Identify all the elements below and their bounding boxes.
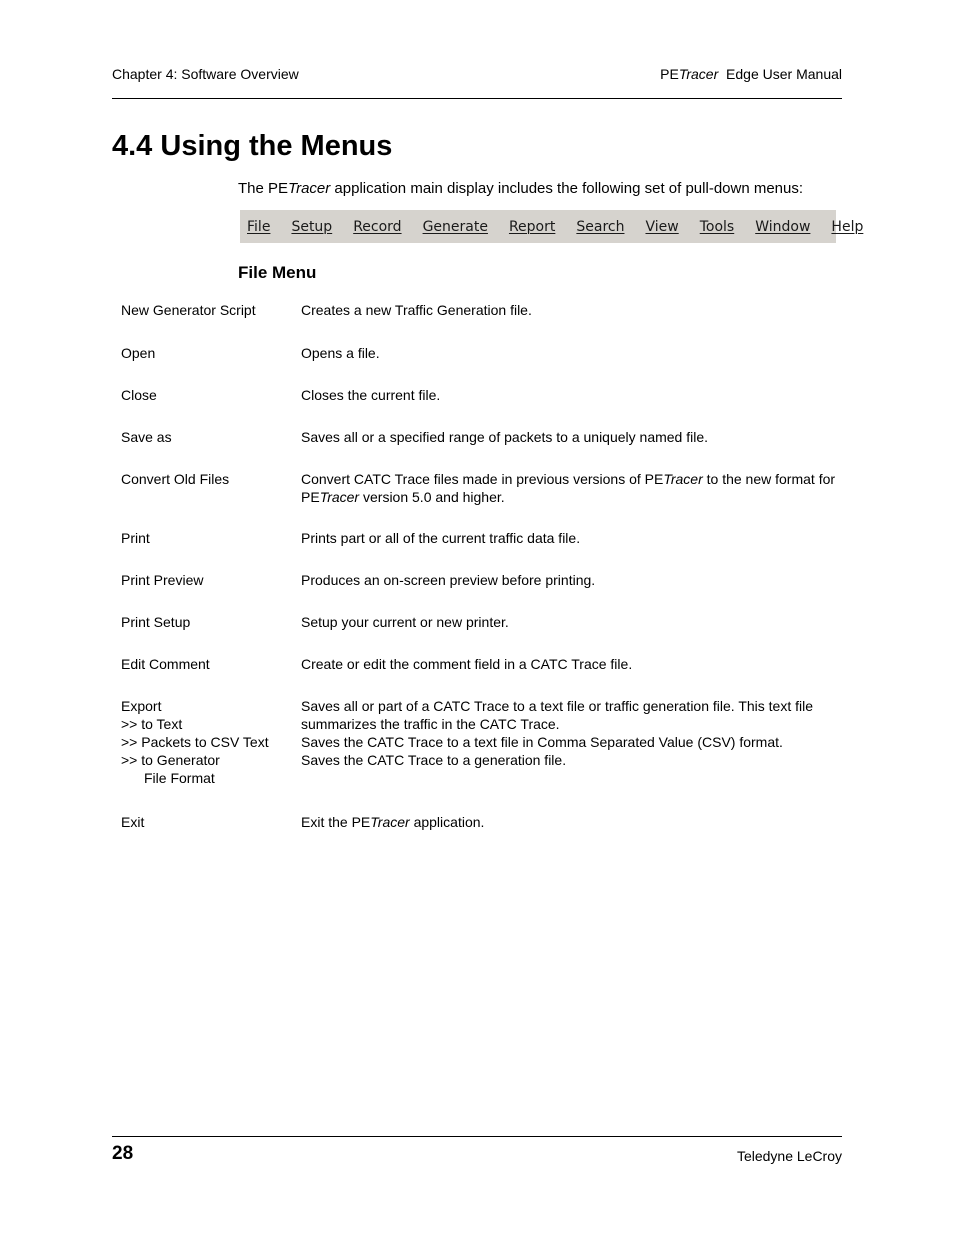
row-term: Close [121,387,157,403]
row-term: Exit [121,814,145,830]
desc-text: to the new format for [702,471,836,487]
menu-bar-screenshot [240,210,864,243]
footer-company: Teledyne LeCroy [736,1148,842,1164]
desc-text: version 5.0 and higher. [359,489,505,505]
export-sub-to-text: >> to Text [121,716,183,732]
running-header-manual-title [660,66,842,82]
row-description: Prints part or all of the current traffic data file. [301,530,581,546]
menu-search: Search [576,218,625,235]
menu-generate: Generate [422,218,488,235]
row-description: Closes the current file. [301,387,441,403]
manual-suffix: Edge User Manual [726,66,842,82]
file-menu-heading: File Menu [238,263,317,282]
row-term: Print [121,530,150,546]
menu-file: File [247,218,271,235]
footer-rule [112,1136,842,1137]
menu-view: View [645,218,679,235]
row-description: Create or edit the comment field in a CATC Trace file. [301,656,633,672]
row-term [121,697,291,787]
row-description: Produces an on-screen preview before printing. [301,572,596,588]
export-sub-file-format: File Format [144,770,215,786]
desc-product-italic: Tracer [663,471,703,487]
row-term: Edit Comment [121,656,210,672]
header-rule [112,98,842,99]
intro-text-2: application main display includes the following set of pull-down menus: [330,180,804,197]
export-sub-to-generator: >> to Generator [121,752,220,768]
section-title: 4.4 Using the Menus [112,130,393,162]
page-number: 28 [112,1143,134,1164]
intro-paragraph [238,180,803,197]
row-description: Creates a new Traffic Generation file. [301,302,532,318]
intro-text-1: The PE [238,180,289,197]
row-term: Save as [121,429,172,445]
menu-tools: Tools [699,218,735,235]
export-desc-1b: summarizes the traffic in the CATC Trace. [301,716,560,732]
row-term: Open [121,345,156,361]
desc-text: PE [301,489,320,505]
row-term: Print Preview [121,572,204,588]
intro-product-italic: Tracer [288,180,331,197]
export-term: Export [121,698,162,714]
desc-text: Exit the PE [301,814,371,830]
desc-product-italic: Tracer [319,489,360,505]
export-sub-packets-csv: >> Packets to CSV Text [121,734,269,750]
running-header-chapter: Chapter 4: Software Overview [112,66,299,82]
row-description [301,697,841,769]
desc-text: Convert CATC Trace files made in previous versions of PE [301,471,664,487]
desc-text: application. [409,814,485,830]
export-desc-2: Saves the CATC Trace to a text file in Comma Separated Value (CSV) format. [301,734,783,750]
row-description [301,470,841,506]
export-desc-1: Saves all or part of a CATC Trace to a text file or traffic generation file. This text file [301,698,814,714]
row-term: Print Setup [121,614,191,630]
product-prefix: PE [660,66,679,82]
menu-setup: Setup [291,218,333,235]
row-term: Convert Old Files [121,471,230,487]
desc-product-italic: Tracer [370,814,410,830]
menu-report: Report [508,218,556,235]
product-name-italic: Tracer [678,66,719,82]
row-term: New Generator Script [121,302,256,318]
menu-window: Window [755,218,811,235]
menu-record: Record [353,218,402,235]
row-description: Setup your current or new printer. [301,614,509,630]
export-desc-3: Saves the CATC Trace to a generation file. [301,752,567,768]
menu-help: Help [831,218,864,235]
row-description: Saves all or a specified range of packets to a uniquely named file. [301,429,709,445]
row-description: Opens a file. [301,345,380,361]
row-description [301,813,841,831]
